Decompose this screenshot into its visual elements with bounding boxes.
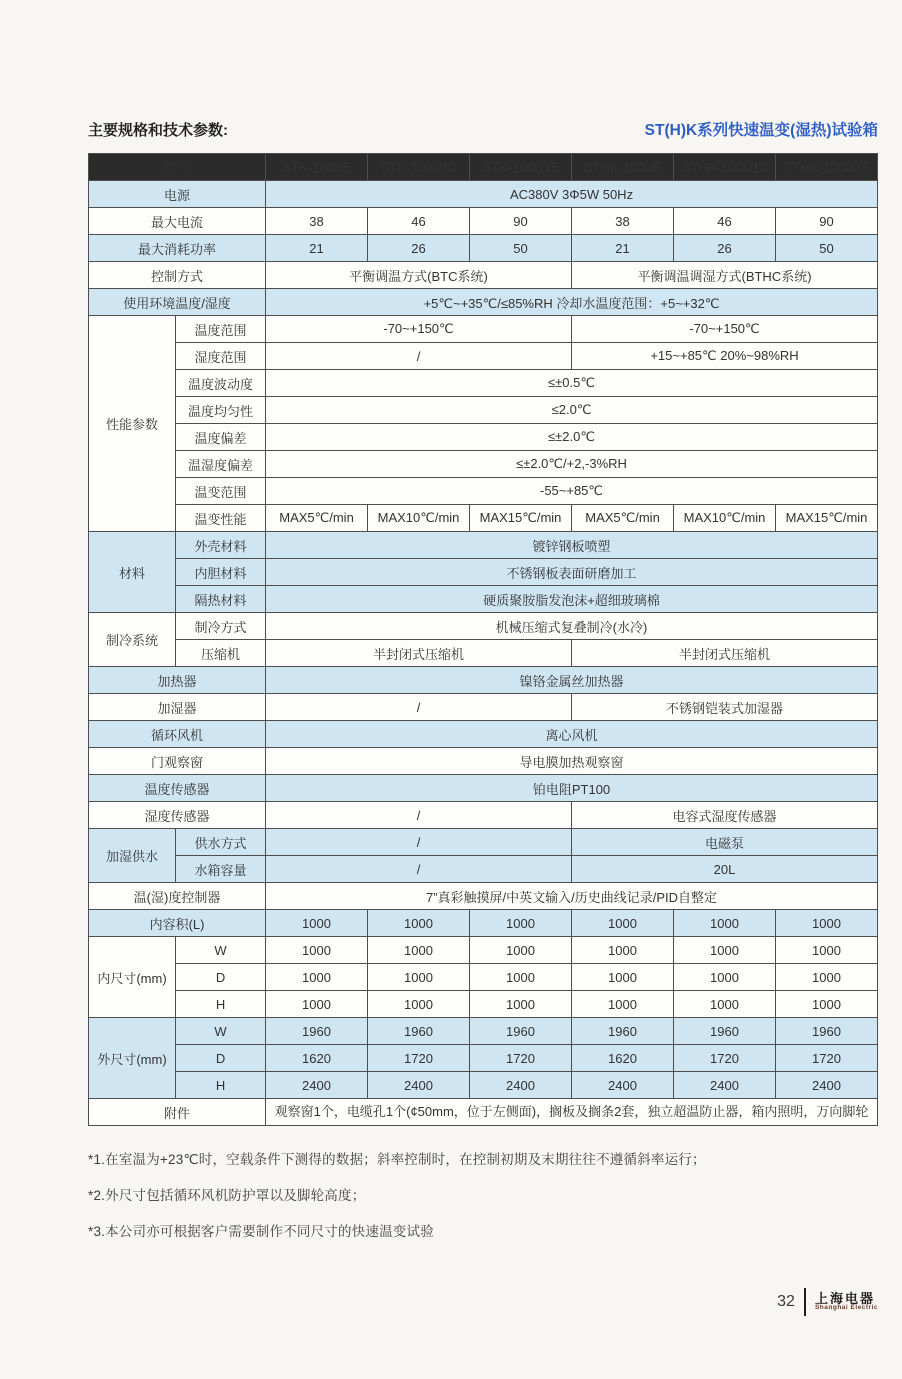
performance-group-label: 性能参数 (89, 316, 176, 532)
volume-value: 1000 (368, 910, 470, 937)
outer-d-value: 1620 (572, 1045, 674, 1072)
row-temp-sensor (89, 775, 878, 802)
row-shell-material (89, 532, 878, 559)
outer-w-value: 1960 (776, 1018, 878, 1045)
row-change-range (89, 478, 878, 505)
inner-w-value: 1000 (572, 937, 674, 964)
change-performance-label: 温变性能 (176, 505, 266, 532)
row-inner-d (89, 964, 878, 991)
model-name: STK-100U5 (266, 154, 368, 181)
row-accessories (89, 1099, 878, 1126)
row-fan (89, 721, 878, 748)
row-humidifier (89, 694, 878, 721)
max-power-label: 最大消耗功率 (89, 235, 266, 262)
outer-w-value: 1960 (572, 1018, 674, 1045)
outer-h-value: 2400 (674, 1072, 776, 1099)
model-name: STK-100U15 (470, 154, 572, 181)
heater-value: 镍铬金属丝加热器 (266, 667, 878, 694)
volume-value: 1000 (266, 910, 368, 937)
row-refrigeration-method (89, 613, 878, 640)
row-temp-fluctuation (89, 370, 878, 397)
max-current-value: 46 (368, 208, 470, 235)
row-compressor (89, 640, 878, 667)
row-volume (89, 910, 878, 937)
row-inner-w (89, 937, 878, 964)
row-models (89, 154, 878, 181)
brand-logo (815, 1292, 878, 1312)
volume-value: 1000 (776, 910, 878, 937)
temp-humidity-deviation-value: ≤±2.0℃/+2,-3%RH (266, 451, 878, 478)
row-insulation-material (89, 586, 878, 613)
controller-value: 7”真彩触摸屏/中英文输入/历史曲线记录/PID自整定 (266, 883, 878, 910)
temp-humidity-deviation-label: 温湿度偏差 (176, 451, 266, 478)
outer-d-value: 1620 (266, 1045, 368, 1072)
model-header-label: 型号 (89, 154, 266, 181)
footnote-2: *2.外尺寸包括循环风机防护罩以及脚轮高度； (88, 1188, 366, 1203)
max-power-value: 21 (572, 235, 674, 262)
insulation-material-label: 隔热材料 (176, 586, 266, 613)
outer-h-value: 2400 (368, 1072, 470, 1099)
row-water-tank (89, 856, 878, 883)
outer-d-label: D (176, 1045, 266, 1072)
volume-value: 1000 (572, 910, 674, 937)
temp-uniformity-label: 温度均匀性 (176, 397, 266, 424)
liner-material-value: 不锈钢板表面研磨加工 (266, 559, 878, 586)
inner-w-value: 1000 (776, 937, 878, 964)
outer-h-value: 2400 (572, 1072, 674, 1099)
inner-w-value: 1000 (266, 937, 368, 964)
temp-deviation-value: ≤±2.0℃ (266, 424, 878, 451)
inner-d-label: D (176, 964, 266, 991)
compressor-label: 压缩机 (176, 640, 266, 667)
volume-label: 内容积(L) (89, 910, 266, 937)
series-title: ST(H)K系列快速温变(湿热)试验箱 (644, 122, 878, 139)
inner-w-value: 1000 (674, 937, 776, 964)
compressor-left: 半封闭式压缩机 (266, 640, 572, 667)
max-current-value: 38 (266, 208, 368, 235)
fan-value: 离心风机 (266, 721, 878, 748)
footnotes (88, 1148, 878, 1240)
spec-content (88, 118, 878, 1256)
temp-range-right: -70~+150℃ (572, 316, 878, 343)
heater-label: 加热器 (89, 667, 266, 694)
humidity-range-label: 湿度范围 (176, 343, 266, 370)
row-outer-h (89, 1072, 878, 1099)
temp-fluctuation-label: 温度波动度 (176, 370, 266, 397)
model-name: STK-100U10 (368, 154, 470, 181)
max-current-value: 90 (776, 208, 878, 235)
row-water-method (89, 829, 878, 856)
power-value: AC380V 3Φ5W 50Hz (266, 181, 878, 208)
max-current-value: 90 (470, 208, 572, 235)
water-tank-right: 20L (572, 856, 878, 883)
humidity-range-left: / (266, 343, 572, 370)
outer-w-value: 1960 (674, 1018, 776, 1045)
power-label: 电源 (89, 181, 266, 208)
max-current-value: 46 (674, 208, 776, 235)
change-performance-value: MAX10℃/min (368, 505, 470, 532)
inner-h-value: 1000 (572, 991, 674, 1018)
window-value: 导电膜加热观察窗 (266, 748, 878, 775)
change-range-label: 温变范围 (176, 478, 266, 505)
water-supply-group-label: 加湿供水 (89, 829, 176, 883)
insulation-material-value: 硬质聚胺脂发泡沫+超细玻璃棉 (266, 586, 878, 613)
row-max-current (89, 208, 878, 235)
inner-h-value: 1000 (776, 991, 878, 1018)
controller-label: 温(湿)度控制器 (89, 883, 266, 910)
outer-d-value: 1720 (674, 1045, 776, 1072)
temp-sensor-label: 温度传感器 (89, 775, 266, 802)
outer-d-value: 1720 (368, 1045, 470, 1072)
outer-size-group-label: 外尺寸(mm) (89, 1018, 176, 1099)
temp-deviation-label: 温度偏差 (176, 424, 266, 451)
ambient-value: +5℃~+35℃/≤85%RH 冷却水温度范围：+5~+32℃ (266, 289, 878, 316)
water-method-right: 电磁泵 (572, 829, 878, 856)
compressor-right: 半封闭式压缩机 (572, 640, 878, 667)
row-temp-deviation (89, 424, 878, 451)
inner-h-value: 1000 (470, 991, 572, 1018)
outer-w-value: 1960 (470, 1018, 572, 1045)
accessories-value: 观察窗1个，电缆孔1个(¢50mm，位于左侧面)，搁板及搁条2套，独立超温防止器，箱内照明，万向脚轮 (266, 1099, 878, 1126)
max-power-value: 26 (368, 235, 470, 262)
row-inner-h (89, 991, 878, 1018)
model-name: STHK-100U5 (572, 154, 674, 181)
footnote-1: *1.在室温为+23℃时，空载条件下测得的数据；斜率控制时，在控制初期及末期往往不遵循斜率运行； (88, 1152, 706, 1167)
change-performance-value: MAX15℃/min (776, 505, 878, 532)
row-change-performance (89, 505, 878, 532)
outer-h-label: H (176, 1072, 266, 1099)
inner-w-value: 1000 (368, 937, 470, 964)
inner-d-value: 1000 (572, 964, 674, 991)
row-humidity-sensor (89, 802, 878, 829)
outer-h-value: 2400 (776, 1072, 878, 1099)
row-window (89, 748, 878, 775)
materials-group-label: 材料 (89, 532, 176, 613)
row-temp-range (89, 316, 878, 343)
change-performance-value: MAX5℃/min (572, 505, 674, 532)
max-current-value: 38 (572, 208, 674, 235)
inner-d-value: 1000 (470, 964, 572, 991)
brand-logo-cn: 上海电器 (814, 1290, 875, 1306)
humidifier-left: / (266, 694, 572, 721)
humidity-range-right: +15~+85℃ 20%~98%RH (572, 343, 878, 370)
refrigeration-group-label: 制冷系统 (89, 613, 176, 667)
row-controller (89, 883, 878, 910)
row-power (89, 181, 878, 208)
row-max-power (89, 235, 878, 262)
row-outer-w (89, 1018, 878, 1045)
row-temp-humidity-deviation (89, 451, 878, 478)
refrigeration-method-value: 机械压缩式复叠制冷(水冷) (266, 613, 878, 640)
humidifier-label: 加湿器 (89, 694, 266, 721)
max-current-label: 最大电流 (89, 208, 266, 235)
inner-h-value: 1000 (674, 991, 776, 1018)
brand-logo-en: Shanghai Electric (814, 1304, 878, 1312)
footnote-3: *3.本公司亦可根据客户需要制作不同尺寸的快速温变试验 (88, 1224, 434, 1239)
row-outer-d (89, 1045, 878, 1072)
model-name: STHK-100U15 (776, 154, 878, 181)
spec-table (88, 153, 878, 1126)
row-heater (89, 667, 878, 694)
change-performance-value: MAX15℃/min (470, 505, 572, 532)
water-method-left: / (266, 829, 572, 856)
inner-d-value: 1000 (674, 964, 776, 991)
volume-value: 1000 (674, 910, 776, 937)
outer-h-value: 2400 (266, 1072, 368, 1099)
title-row (88, 118, 878, 140)
section-title: 主要规格和技术参数: (88, 122, 228, 139)
inner-h-value: 1000 (368, 991, 470, 1018)
inner-size-group-label: 内尺寸(mm) (89, 937, 176, 1018)
outer-d-value: 1720 (470, 1045, 572, 1072)
max-power-value: 50 (470, 235, 572, 262)
control-label: 控制方式 (89, 262, 266, 289)
fan-label: 循环风机 (89, 721, 266, 748)
row-temp-uniformity (89, 397, 878, 424)
inner-w-value: 1000 (470, 937, 572, 964)
liner-material-label: 内胆材料 (176, 559, 266, 586)
humidifier-right: 不锈钢铠装式加湿器 (572, 694, 878, 721)
change-performance-value: MAX10℃/min (674, 505, 776, 532)
ambient-label: 使用环境温度/湿度 (89, 289, 266, 316)
change-performance-value: MAX5℃/min (266, 505, 368, 532)
humidity-sensor-left: / (266, 802, 572, 829)
footer-divider (804, 1288, 806, 1316)
inner-d-value: 1000 (266, 964, 368, 991)
humidity-sensor-label: 湿度传感器 (89, 802, 266, 829)
refrigeration-method-label: 制冷方式 (176, 613, 266, 640)
volume-value: 1000 (470, 910, 572, 937)
outer-w-value: 1960 (368, 1018, 470, 1045)
inner-w-label: W (176, 937, 266, 964)
row-humidity-range (89, 343, 878, 370)
humidity-sensor-right: 电容式湿度传感器 (572, 802, 878, 829)
inner-h-label: H (176, 991, 266, 1018)
inner-d-value: 1000 (776, 964, 878, 991)
shell-material-value: 镀锌钢板喷塑 (266, 532, 878, 559)
accessories-label: 附件 (89, 1099, 266, 1126)
row-liner-material (89, 559, 878, 586)
page-footer (777, 1288, 878, 1316)
water-tank-label: 水箱容量 (176, 856, 266, 883)
control-value-right: 平衡调温调湿方式(BTHC系统) (572, 262, 878, 289)
outer-w-label: W (176, 1018, 266, 1045)
outer-h-value: 2400 (470, 1072, 572, 1099)
outer-d-value: 1720 (776, 1045, 878, 1072)
control-value-left: 平衡调温方式(BTC系统) (266, 262, 572, 289)
row-ambient (89, 289, 878, 316)
max-power-value: 50 (776, 235, 878, 262)
shell-material-label: 外壳材料 (176, 532, 266, 559)
temp-range-left: -70~+150℃ (266, 316, 572, 343)
temp-uniformity-value: ≤2.0℃ (266, 397, 878, 424)
outer-w-value: 1960 (266, 1018, 368, 1045)
temp-range-label: 温度范围 (176, 316, 266, 343)
inner-d-value: 1000 (368, 964, 470, 991)
temp-sensor-value: 铂电阻PT100 (266, 775, 878, 802)
water-method-label: 供水方式 (176, 829, 266, 856)
window-label: 门观察窗 (89, 748, 266, 775)
temp-fluctuation-value: ≤±0.5℃ (266, 370, 878, 397)
page-number: 32 (777, 1293, 795, 1310)
max-power-value: 21 (266, 235, 368, 262)
water-tank-left: / (266, 856, 572, 883)
change-range-value: -55~+85℃ (266, 478, 878, 505)
inner-h-value: 1000 (266, 991, 368, 1018)
max-power-value: 26 (674, 235, 776, 262)
model-name: STHK-100U10 (674, 154, 776, 181)
row-control (89, 262, 878, 289)
